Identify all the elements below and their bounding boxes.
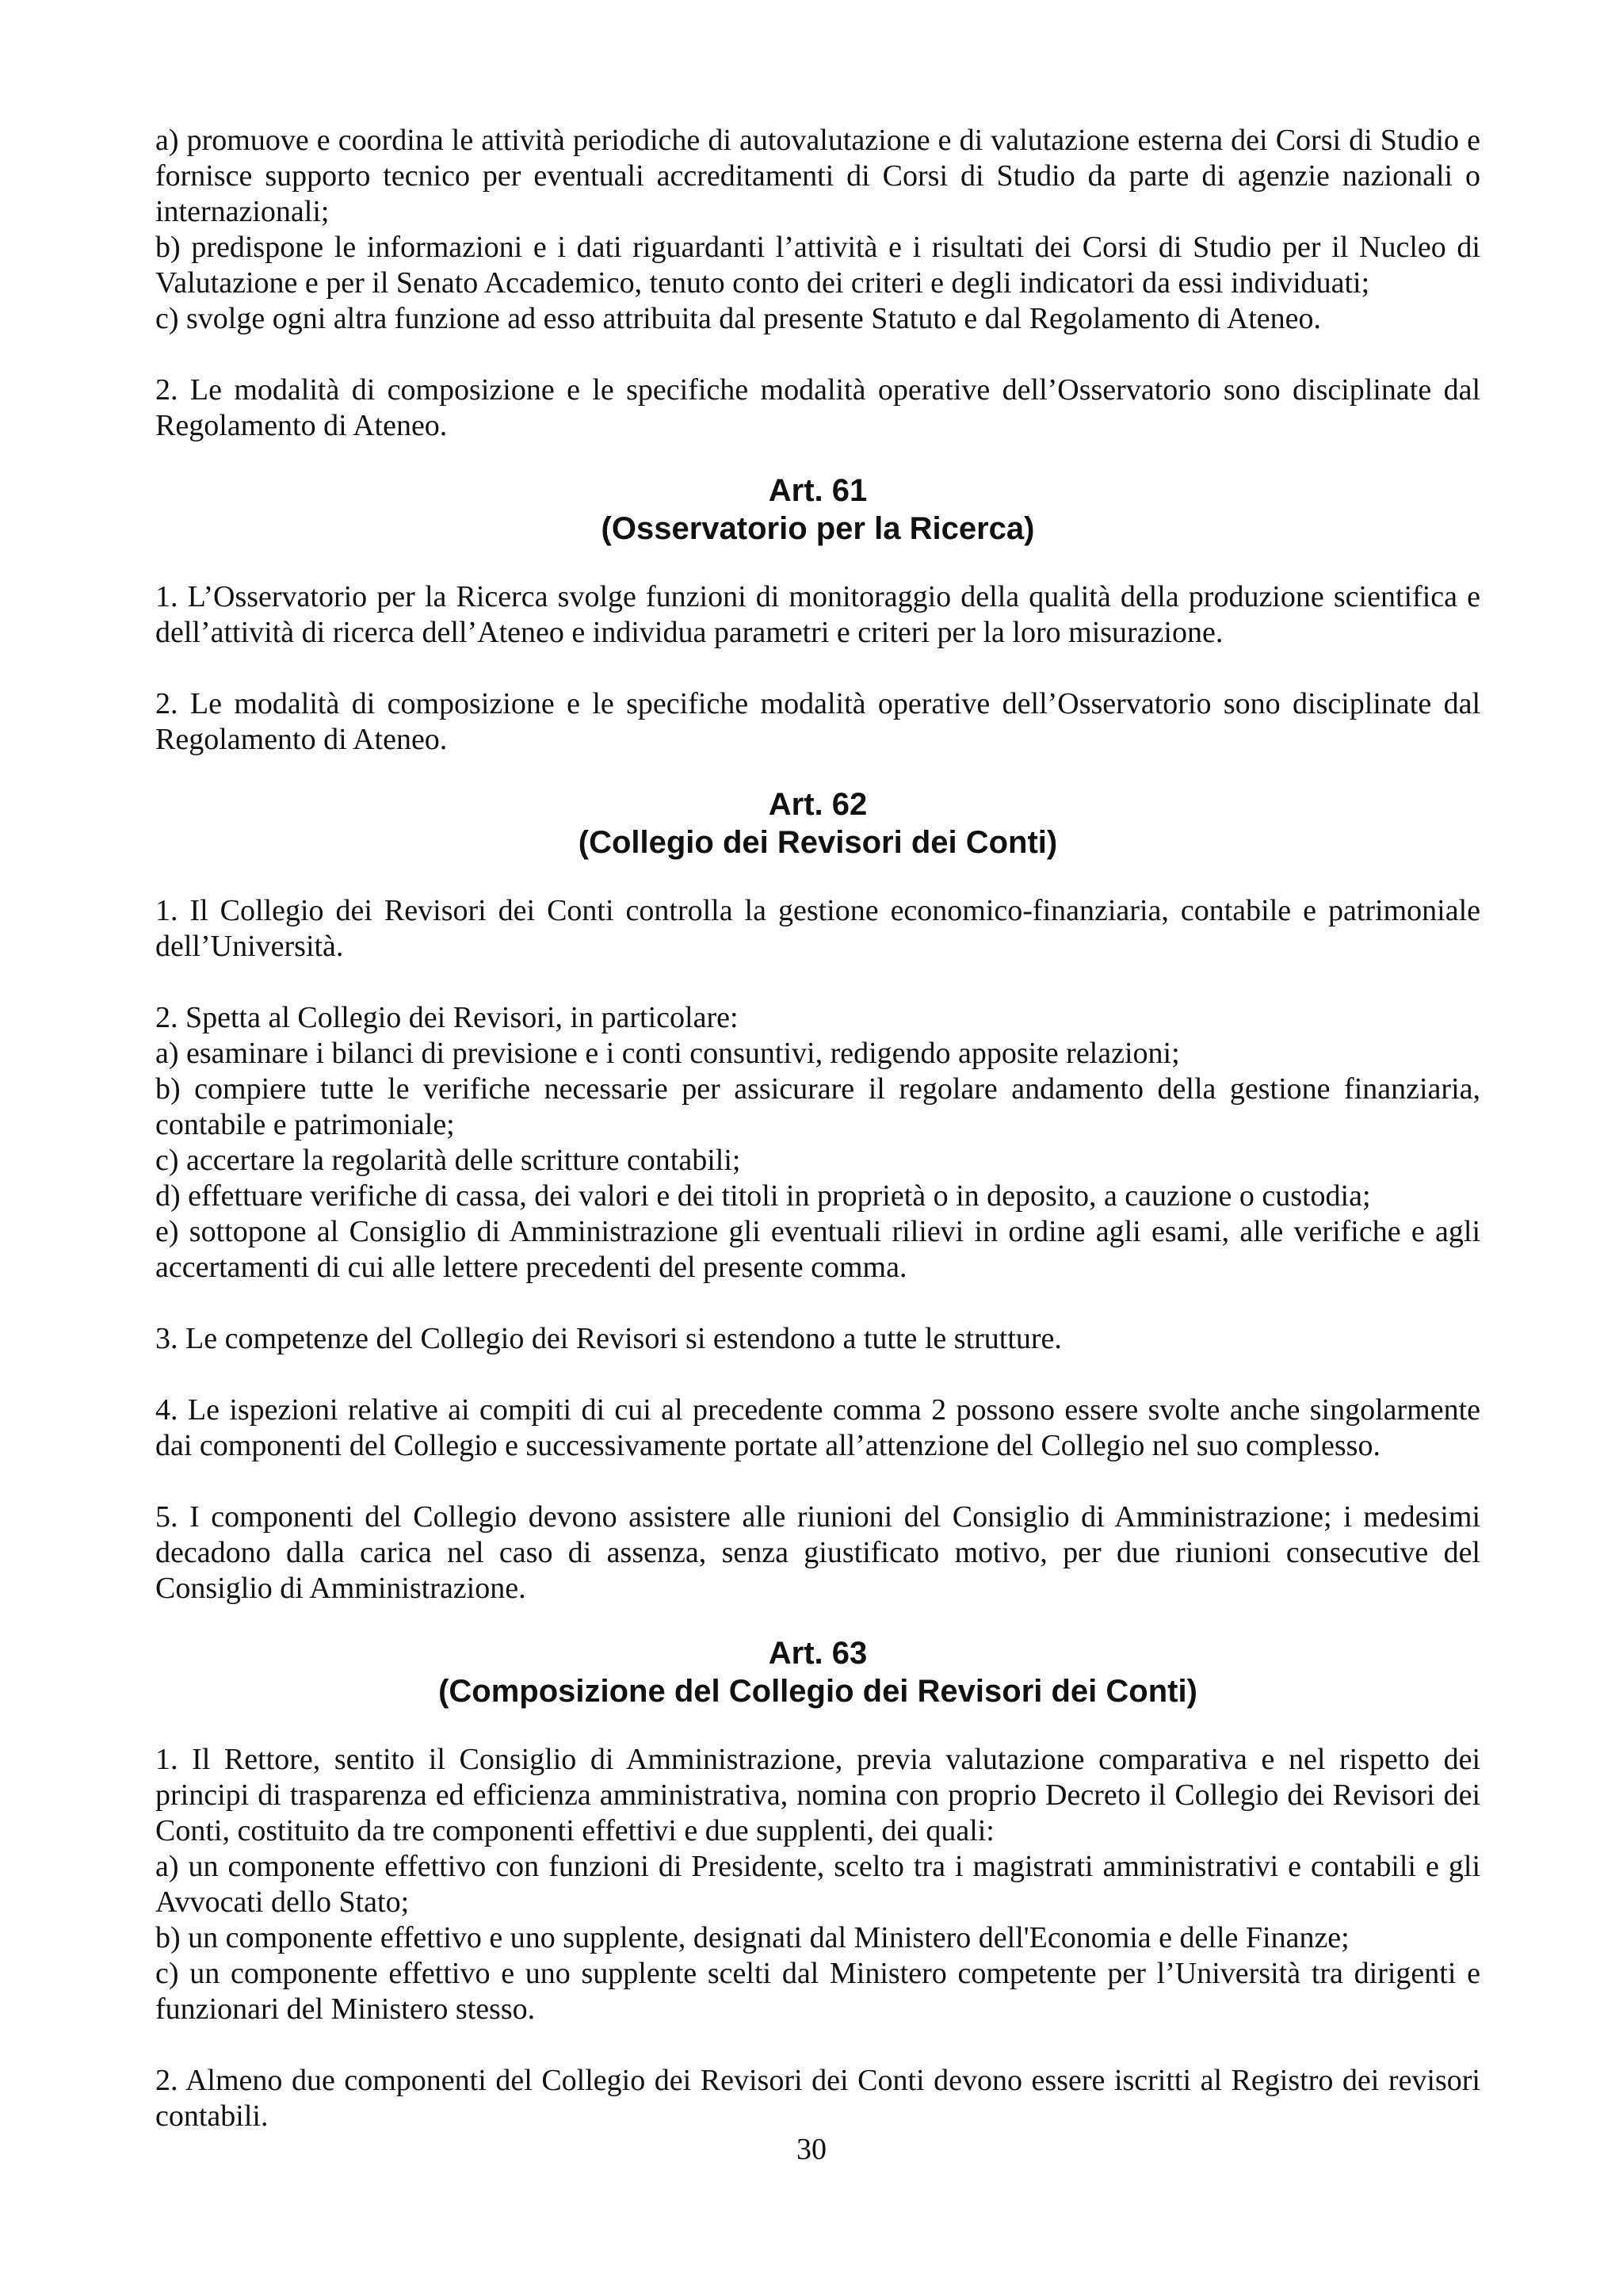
list-item: b) un componente effettivo e uno supplente, designati dal Ministero dell'Economia e delle Finanze; bbox=[155, 1921, 1350, 1954]
section-continuation bbox=[155, 123, 1480, 444]
article-number: Art. 62 bbox=[768, 787, 868, 822]
paragraph: 2. Spetta al Collegio dei Revisori, in particolare: bbox=[155, 1001, 739, 1034]
list-item: a) un componente effettivo con funzioni di Presidente, scelto tra i magistrati amministrativi e contabili e gli Avvocati dello Stato; bbox=[155, 1850, 1480, 1919]
article-title: (Osservatorio per la Ricerca) bbox=[601, 511, 1035, 546]
paragraph: 5. I componenti del Collegio devono assistere alle riunioni del Consiglio di Amministrazione; i medesimi decadono dalla carica nel caso di assenza, senza giustificato motivo, per due riunioni consecutive del Consiglio di Amministrazione. bbox=[155, 1500, 1480, 1605]
paragraph: 3. Le competenze del Collegio dei Revisori si estendono a tutte le strutture. bbox=[155, 1322, 1062, 1355]
article-body bbox=[155, 579, 1480, 758]
article-body bbox=[155, 1742, 1480, 2134]
list-item: e) sottopone al Consiglio di Amministrazione gli eventuali rilievi in ordine agli esami, alle verifiche e agli accertamenti di cui alle lettere precedenti del presente comma. bbox=[155, 1215, 1480, 1284]
list-item: a) esaminare i bilanci di previsione e i conti consuntivi, redigendo apposite relazioni; bbox=[155, 1037, 1180, 1070]
list-item: c) accertare la regolarità delle scritture contabili; bbox=[155, 1144, 741, 1177]
article-heading bbox=[155, 1634, 1480, 1710]
article-title: (Collegio dei Revisori dei Conti) bbox=[578, 825, 1058, 860]
article-title: (Composizione del Collegio dei Revisori dei Conti) bbox=[438, 1674, 1197, 1709]
article-number: Art. 61 bbox=[768, 473, 868, 508]
list-item: d) effettuare verifiche di cassa, dei valori e dei titoli in proprietà o in deposito, a cauzione o custodia; bbox=[155, 1179, 1371, 1213]
paragraph: 2. Le modalità di composizione e le specifiche modalità operative dell’Osservatorio sono disciplinate dal Regolamento di Ateneo. bbox=[155, 687, 1480, 756]
list-item: b) compiere tutte le verifiche necessarie per assicurare il regolare andamento della gestione finanziaria, contabile e patrimoniale; bbox=[155, 1072, 1480, 1141]
paragraph: 4. Le ispezioni relative ai compiti di cui al precedente comma 2 possono essere svolte anche singolarmente dai componenti del Collegio e successivamente portate all’attenzione del Collegio nel suo complesso. bbox=[155, 1393, 1480, 1462]
paragraph: 1. L’Osservatorio per la Ricerca svolge funzioni di monitoraggio della qualità della produzione scientifica e dell’attività di ricerca dell’Ateneo e individua parametri e criteri per la loro misurazione. bbox=[155, 580, 1480, 649]
paragraph: 1. Il Collegio dei Revisori dei Conti controlla la gestione economico-finanziaria, contabile e patrimoniale dell’Università. bbox=[155, 894, 1480, 963]
article-heading bbox=[155, 785, 1480, 861]
list-item: a) promuove e coordina le attività periodiche di autovalutazione e di valutazione esterna dei Corsi di Studio e fornisce supporto tecnico per eventuali accreditamenti di Corsi di Studio da parte di agenzie nazionali o internazionali; bbox=[155, 124, 1480, 228]
paragraph: 1. Il Rettore, sentito il Consiglio di Amministrazione, previa valutazione comparativa e nel rispetto dei principi di trasparenza ed efficienza amministrativa, nomina con proprio Decreto il Collegio dei Revisori dei Conti, costituito da tre componenti effettivi e due supplenti, dei quali: bbox=[155, 1743, 1480, 1847]
article-heading bbox=[155, 472, 1480, 548]
list-item: b) predispone le informazioni e i dati riguardanti l’attività e i risultati dei Corsi di Studio per il Nucleo di Valutazione e per il Senato Accademico, tenuto conto dei criteri e degli indicatori da essi individuati; bbox=[155, 231, 1480, 300]
paragraph: 2. Almeno due componenti del Collegio dei Revisori dei Conti devono essere iscritti al Registro dei revisori contabili. bbox=[155, 2064, 1480, 2133]
paragraph: 2. Le modalità di composizione e le specifiche modalità operative dell’Osservatorio sono disciplinate dal Regolamento di Ateneo. bbox=[155, 373, 1480, 442]
list-item: c) svolge ogni altra funzione ad esso attribuita dal presente Statuto e dal Regolamento di Ateneo. bbox=[155, 302, 1322, 335]
page-number: 30 bbox=[796, 2133, 827, 2166]
article-number: Art. 63 bbox=[768, 1636, 868, 1671]
article-body bbox=[155, 893, 1480, 1606]
document-page bbox=[155, 123, 1480, 2134]
list-item: c) un componente effettivo e uno supplente scelti dal Ministero competente per l’Università tra dirigenti e funzionari del Ministero stesso. bbox=[155, 1957, 1480, 2026]
